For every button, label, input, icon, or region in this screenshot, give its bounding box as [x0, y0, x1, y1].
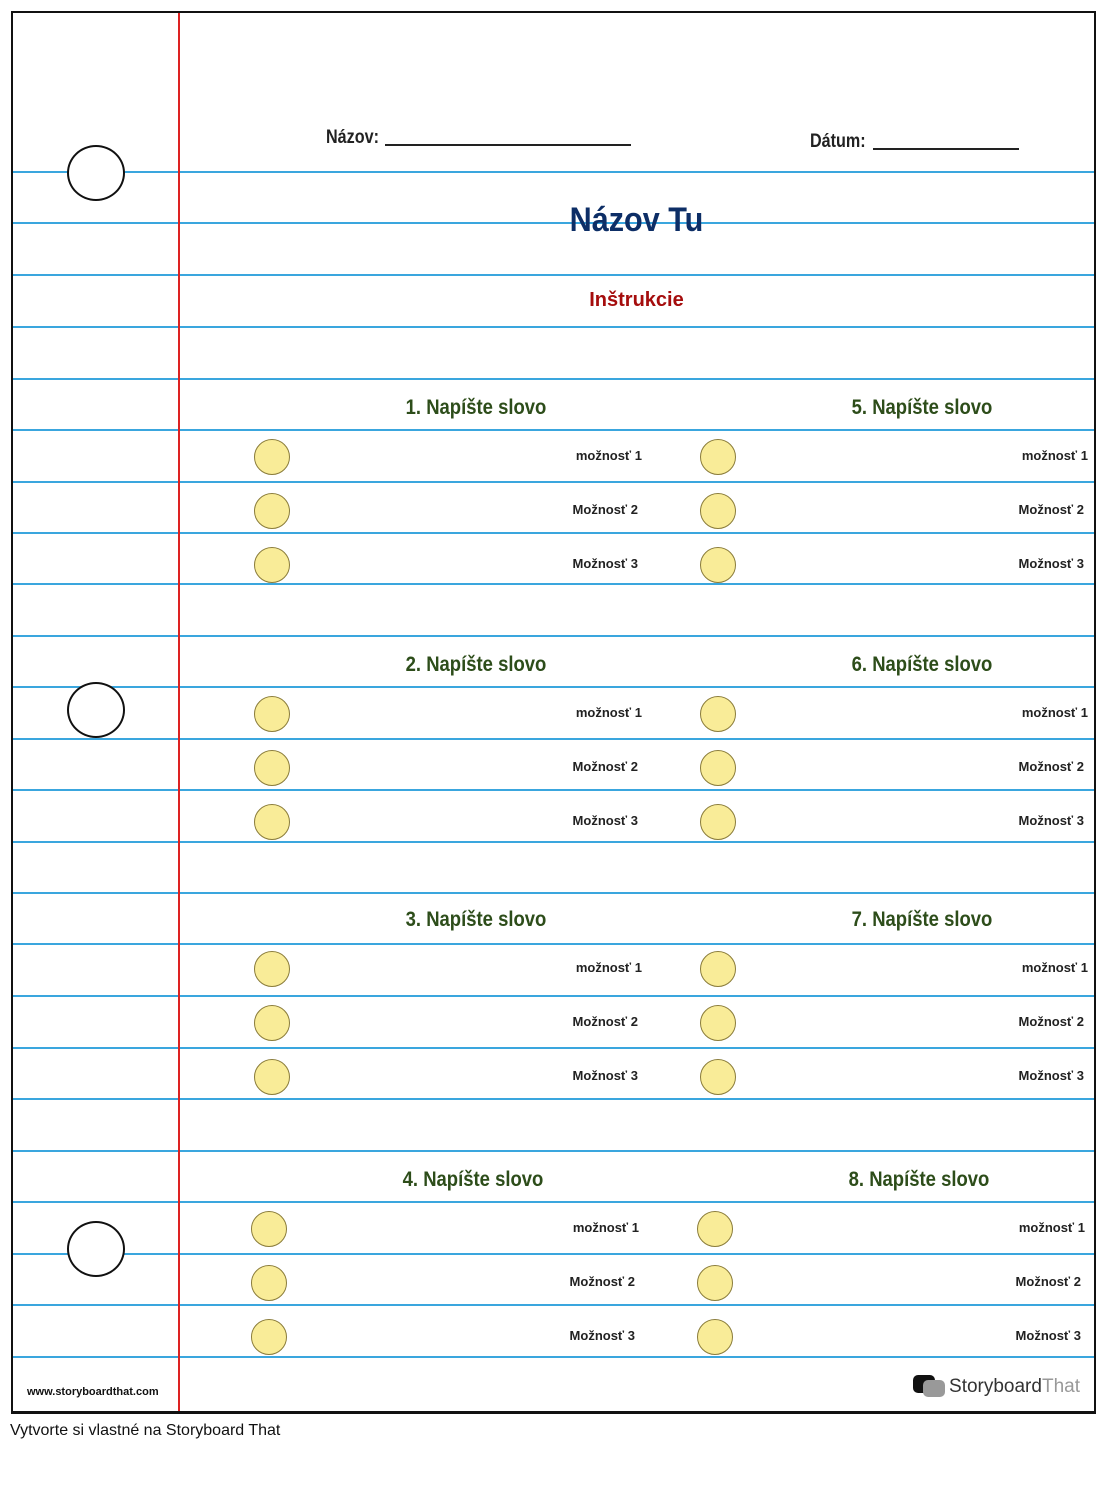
ruled-line: [13, 635, 1094, 637]
answer-bubble[interactable]: [254, 547, 290, 583]
margin-line: [178, 13, 180, 1411]
instructions: Inštrukcie: [589, 289, 684, 311]
option-label: Možnosť 2: [572, 502, 638, 517]
storyboardthat-logo: [913, 1375, 1080, 1399]
answer-bubble[interactable]: [700, 493, 736, 529]
worksheet-title: Názov Tu: [569, 201, 704, 239]
option-label: Možnosť 3: [572, 556, 638, 571]
answer-bubble[interactable]: [254, 493, 290, 529]
worksheet-page: [11, 11, 1096, 1414]
option-label: Možnosť 2: [569, 1274, 635, 1289]
footer-credit: Vytvorte si vlastné na Storyboard That: [10, 1422, 281, 1439]
question-heading: 3. Napíšte slovo: [405, 908, 547, 931]
option-label: možnosť 1: [572, 1220, 639, 1235]
ruled-line: [13, 429, 1094, 431]
question-heading: 4. Napíšte slovo: [402, 1168, 544, 1191]
ruled-line: [13, 789, 1094, 791]
option-label: možnosť 1: [1021, 960, 1088, 975]
answer-bubble[interactable]: [254, 439, 290, 475]
option-label: Možnosť 3: [572, 813, 638, 828]
option-label: možnosť 1: [1018, 1220, 1085, 1235]
answer-bubble[interactable]: [697, 1319, 733, 1355]
answer-bubble[interactable]: [700, 804, 736, 840]
option-label: Možnosť 2: [1018, 1014, 1084, 1029]
option-label: Možnosť 3: [572, 1068, 638, 1083]
ruled-line: [13, 274, 1094, 276]
ruled-line: [13, 532, 1094, 534]
option-label: Možnosť 2: [1018, 759, 1084, 774]
option-label: Možnosť 3: [1015, 1328, 1081, 1343]
answer-bubble[interactable]: [251, 1211, 287, 1247]
option-label: možnosť 1: [1021, 705, 1088, 720]
answer-bubble[interactable]: [254, 1059, 290, 1095]
answer-bubble[interactable]: [700, 439, 736, 475]
option-label: Možnosť 3: [569, 1328, 635, 1343]
option-label: Možnosť 3: [1018, 556, 1084, 571]
ruled-line: [13, 1304, 1094, 1306]
question-heading: 7. Napíšte slovo: [851, 908, 993, 931]
answer-bubble[interactable]: [700, 547, 736, 583]
option-label: Možnosť 2: [1018, 502, 1084, 517]
ruled-line: [13, 326, 1094, 328]
ruled-line: [13, 1047, 1094, 1049]
option-label: Možnosť 3: [1018, 813, 1084, 828]
answer-bubble[interactable]: [700, 750, 736, 786]
option-label: Možnosť 2: [1015, 1274, 1081, 1289]
option-label: možnosť 1: [575, 705, 642, 720]
date-label: Dátum:: [810, 131, 866, 152]
ruled-line: [13, 583, 1094, 585]
answer-bubble[interactable]: [697, 1265, 733, 1301]
ruled-line: [13, 378, 1094, 380]
question-heading: 6. Napíšte slovo: [851, 653, 993, 676]
ruled-line: [13, 738, 1094, 740]
answer-bubble[interactable]: [700, 1059, 736, 1095]
option-label: možnosť 1: [1021, 448, 1088, 463]
logo-text: Storyboard: [949, 1376, 1042, 1397]
answer-bubble[interactable]: [700, 951, 736, 987]
ruled-line: [13, 943, 1094, 945]
answer-bubble[interactable]: [254, 951, 290, 987]
name-field[interactable]: [385, 144, 631, 146]
question-heading: 5. Napíšte slovo: [851, 396, 993, 419]
punch-hole: [67, 145, 125, 201]
answer-bubble[interactable]: [251, 1265, 287, 1301]
question-heading: 1. Napíšte slovo: [405, 396, 547, 419]
ruled-line: [13, 892, 1094, 894]
answer-bubble[interactable]: [700, 696, 736, 732]
ruled-line: [13, 841, 1094, 843]
name-label: Názov:: [326, 127, 379, 148]
answer-bubble[interactable]: [254, 1005, 290, 1041]
logo-text-light: That: [1041, 1376, 1080, 1397]
option-label: Možnosť 2: [572, 1014, 638, 1029]
punch-hole: [67, 682, 125, 738]
website-url: www.storyboardthat.com: [27, 1386, 159, 1398]
answer-bubble[interactable]: [254, 696, 290, 732]
answer-bubble[interactable]: [254, 804, 290, 840]
question-heading: 8. Napíšte slovo: [848, 1168, 990, 1191]
ruled-line: [13, 481, 1094, 483]
date-field[interactable]: [873, 148, 1019, 150]
ruled-line: [13, 995, 1094, 997]
answer-bubble[interactable]: [697, 1211, 733, 1247]
ruled-line: [13, 1098, 1094, 1100]
option-label: možnosť 1: [575, 448, 642, 463]
answer-bubble[interactable]: [254, 750, 290, 786]
ruled-line: [13, 1253, 1094, 1255]
question-heading: 2. Napíšte slovo: [405, 653, 547, 676]
answer-bubble[interactable]: [251, 1319, 287, 1355]
ruled-line: [13, 171, 1094, 173]
option-label: Možnosť 3: [1018, 1068, 1084, 1083]
ruled-line: [13, 1150, 1094, 1152]
ruled-line: [13, 1201, 1094, 1203]
option-label: možnosť 1: [575, 960, 642, 975]
ruled-line: [13, 1356, 1094, 1358]
punch-hole: [67, 1221, 125, 1277]
ruled-line: [13, 686, 1094, 688]
answer-bubble[interactable]: [700, 1005, 736, 1041]
speech-bubbles-icon: [913, 1375, 945, 1399]
option-label: Možnosť 2: [572, 759, 638, 774]
